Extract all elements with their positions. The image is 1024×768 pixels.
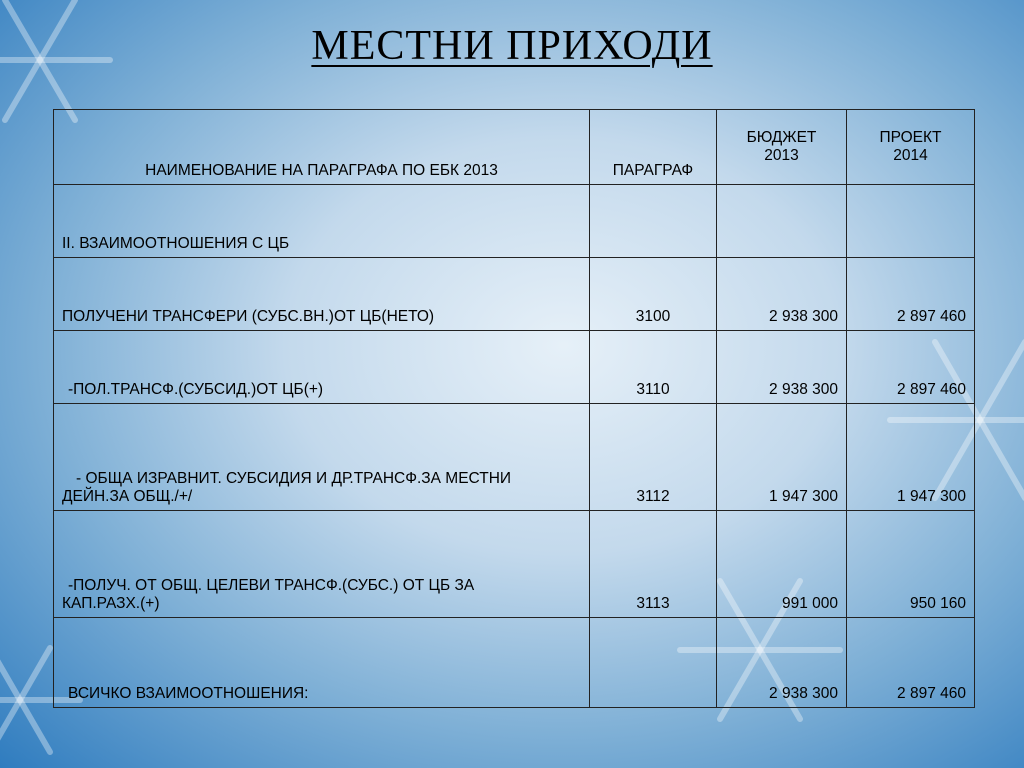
header-project	[847, 110, 975, 185]
row-budget: 1 947 300	[717, 404, 847, 511]
header-name: НАИМЕНОВАНИЕ НА ПАРАГРАФА ПО ЕБК 2013	[54, 110, 590, 185]
row-paragraph: 3113	[590, 511, 717, 618]
row-name-line1: -ПОЛУЧ. ОТ ОБЩ. ЦЕЛЕВИ ТРАНСФ.(СУБС.) ОТ ЦБ ЗА	[68, 577, 475, 594]
table-row	[54, 404, 975, 511]
row-name-line1: - ОБЩА ИЗРАВНИТ. СУБСИДИЯ И ДР.ТРАНСФ.ЗА МЕСТНИ	[76, 470, 512, 487]
table-row-section	[54, 185, 975, 258]
header-project-line1: ПРОЕКТ	[879, 129, 942, 146]
row-paragraph: 3110	[590, 331, 717, 404]
row-paragraph: 3100	[590, 258, 717, 331]
header-budget-line2: 2013	[764, 147, 799, 164]
row-name	[54, 404, 590, 511]
row-name-line2: КАП.РАЗХ.(+)	[62, 595, 160, 612]
row-project: 2 897 460	[847, 331, 975, 404]
header-project-line2: 2014	[893, 147, 928, 164]
table-header-row	[54, 110, 975, 185]
table-row	[54, 331, 975, 404]
row-budget: 2 938 300	[717, 258, 847, 331]
row-paragraph: 3112	[590, 404, 717, 511]
row-project: 2 897 460	[847, 258, 975, 331]
header-budget-line1: БЮДЖЕТ	[746, 129, 817, 146]
page-title: МЕСТНИ ПРИХОДИ	[311, 23, 713, 69]
total-budget: 2 938 300	[717, 618, 847, 708]
table-row	[54, 258, 975, 331]
table-row	[54, 511, 975, 618]
row-name: ПОЛУЧЕНИ ТРАНСФЕРИ (СУБС.ВН.)ОТ ЦБ(НЕТО)	[54, 258, 590, 331]
revenue-table	[53, 109, 975, 708]
total-project: 2 897 460	[847, 618, 975, 708]
header-paragraph: ПАРАГРАФ	[590, 110, 717, 185]
row-project: 950 160	[847, 511, 975, 618]
table-row-total	[54, 618, 975, 708]
row-name-line2: ДЕЙН.ЗА ОБЩ./+/	[62, 488, 193, 505]
header-budget	[717, 110, 847, 185]
row-name: -ПОЛ.ТРАНСФ.(СУБСИД.)ОТ ЦБ(+)	[54, 331, 590, 404]
row-budget: 991 000	[717, 511, 847, 618]
row-budget: 2 938 300	[717, 331, 847, 404]
row-name	[54, 511, 590, 618]
row-project: 1 947 300	[847, 404, 975, 511]
section-heading: II. ВЗАИМООТНОШЕНИЯ С ЦБ	[54, 185, 590, 258]
total-label: ВСИЧКО ВЗАИМООТНОШЕНИЯ:	[54, 618, 590, 708]
